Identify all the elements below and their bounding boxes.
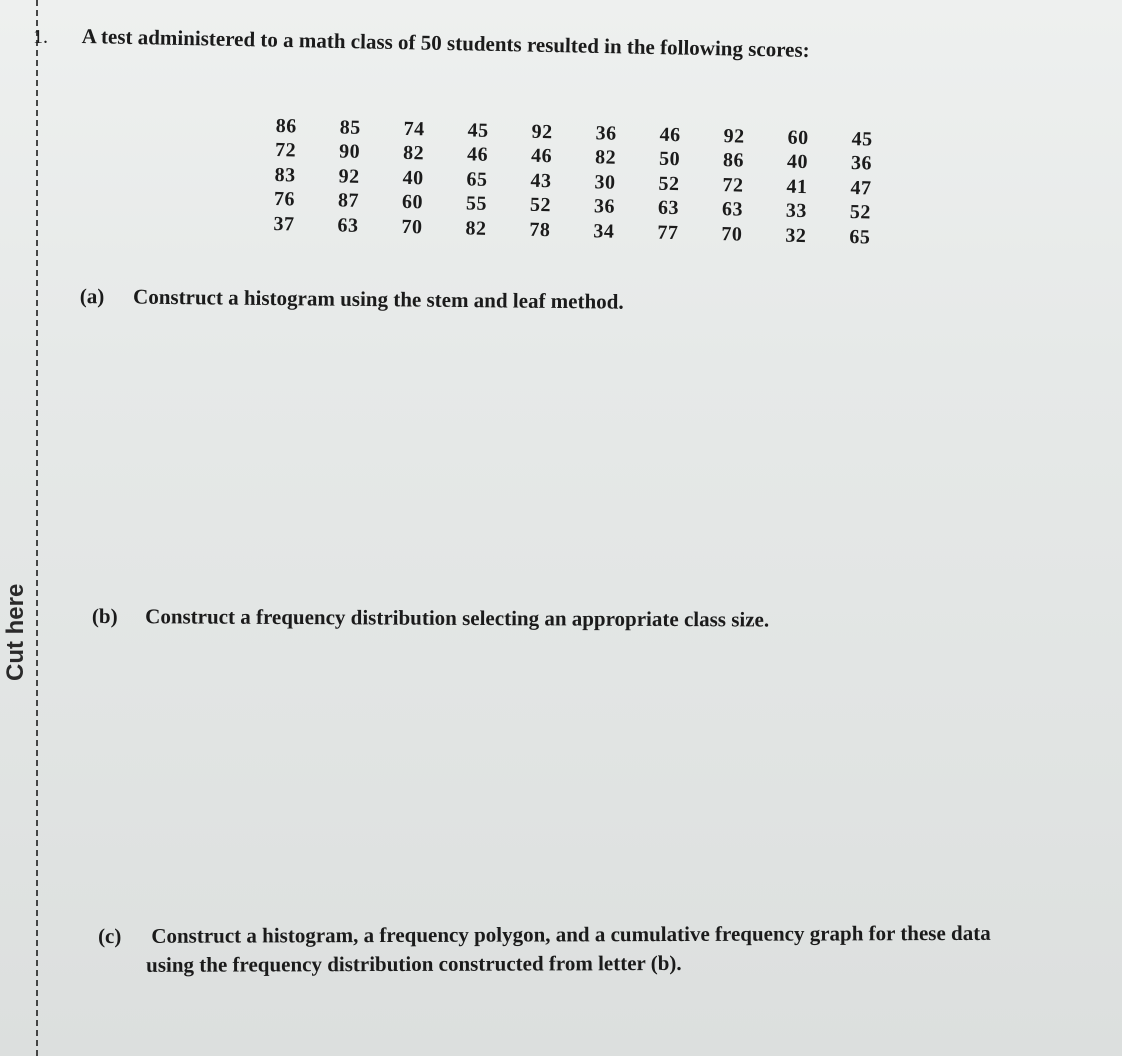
score-cell: 92	[531, 120, 553, 144]
cut-here-label: Cut here	[2, 583, 29, 681]
score-cell: 40	[786, 150, 809, 174]
score-cell: 41	[786, 175, 808, 198]
score-cell: 86	[722, 149, 745, 172]
score-cell: 37	[273, 212, 295, 236]
score-cell: 85	[339, 116, 361, 139]
score-cell: 86	[275, 114, 297, 138]
score-cell: 52	[849, 201, 872, 224]
part-a-text: Construct a histogram using the stem and leaf method.	[132, 284, 624, 314]
question-text: A test administered to a math class of 50 students resulted in the following scores:	[81, 24, 810, 62]
score-cell: 45	[467, 119, 489, 142]
score-cell: 40	[402, 166, 424, 190]
score-cell: 78	[529, 218, 551, 242]
score-cell: 70	[721, 222, 743, 246]
score-cell: 50	[658, 147, 681, 171]
score-cell: 43	[530, 169, 552, 193]
score-cell: 92	[338, 165, 360, 188]
score-cell: 65	[849, 225, 871, 249]
scores-table	[273, 114, 916, 251]
score-cell: 77	[657, 221, 679, 244]
score-cell: 36	[593, 195, 616, 218]
score-cell: 72	[722, 173, 744, 197]
score-cell: 45	[851, 127, 873, 151]
score-cell: 63	[657, 196, 680, 220]
score-cell: 87	[337, 189, 360, 213]
score-cell: 83	[274, 163, 296, 187]
score-cell: 82	[465, 217, 487, 240]
score-cell: 30	[594, 170, 616, 194]
score-cell: 72	[274, 139, 297, 162]
score-cell: 82	[402, 142, 425, 165]
score-cell: 60	[787, 126, 809, 149]
part-c-text-line1: Construct a histogram, a frequency polygon, and a cumulative frequency graph for these data	[151, 920, 991, 948]
score-cell: 60	[401, 191, 424, 214]
question-number: 1.	[33, 26, 48, 48]
score-cell: 90	[338, 140, 361, 164]
score-cell: 36	[595, 122, 617, 145]
score-cell: 46	[466, 143, 489, 167]
part-c	[98, 921, 991, 978]
score-cell: 70	[401, 215, 423, 239]
score-cell: 65	[466, 168, 488, 191]
part-b	[92, 604, 769, 633]
score-cell: 74	[403, 117, 425, 141]
part-a-label: (a)	[79, 284, 105, 309]
score-cell: 32	[785, 224, 807, 247]
part-c-label: (c)	[98, 923, 122, 948]
score-cell: 33	[785, 199, 808, 223]
score-cell: 63	[337, 214, 359, 237]
score-cell: 34	[593, 219, 615, 243]
score-cell: 76	[273, 188, 296, 211]
score-cell: 36	[850, 152, 873, 175]
score-cell: 46	[530, 145, 553, 168]
score-cell: 52	[658, 172, 680, 195]
score-cell: 46	[659, 123, 681, 146]
part-b-text: Construct a frequency distribution selecting an appropriate class size.	[145, 604, 770, 632]
score-cell: 92	[723, 124, 745, 148]
part-a	[80, 284, 624, 315]
score-cell: 47	[850, 176, 872, 200]
cut-line	[36, 0, 38, 1056]
score-cell: 55	[465, 192, 488, 216]
score-cell: 82	[594, 146, 617, 169]
score-cell: 52	[529, 194, 552, 217]
score-cell: 63	[721, 198, 744, 221]
part-b-label: (b)	[91, 604, 118, 629]
part-c-text-line2: using the frequency distribution constructed from letter (b).	[146, 950, 682, 977]
